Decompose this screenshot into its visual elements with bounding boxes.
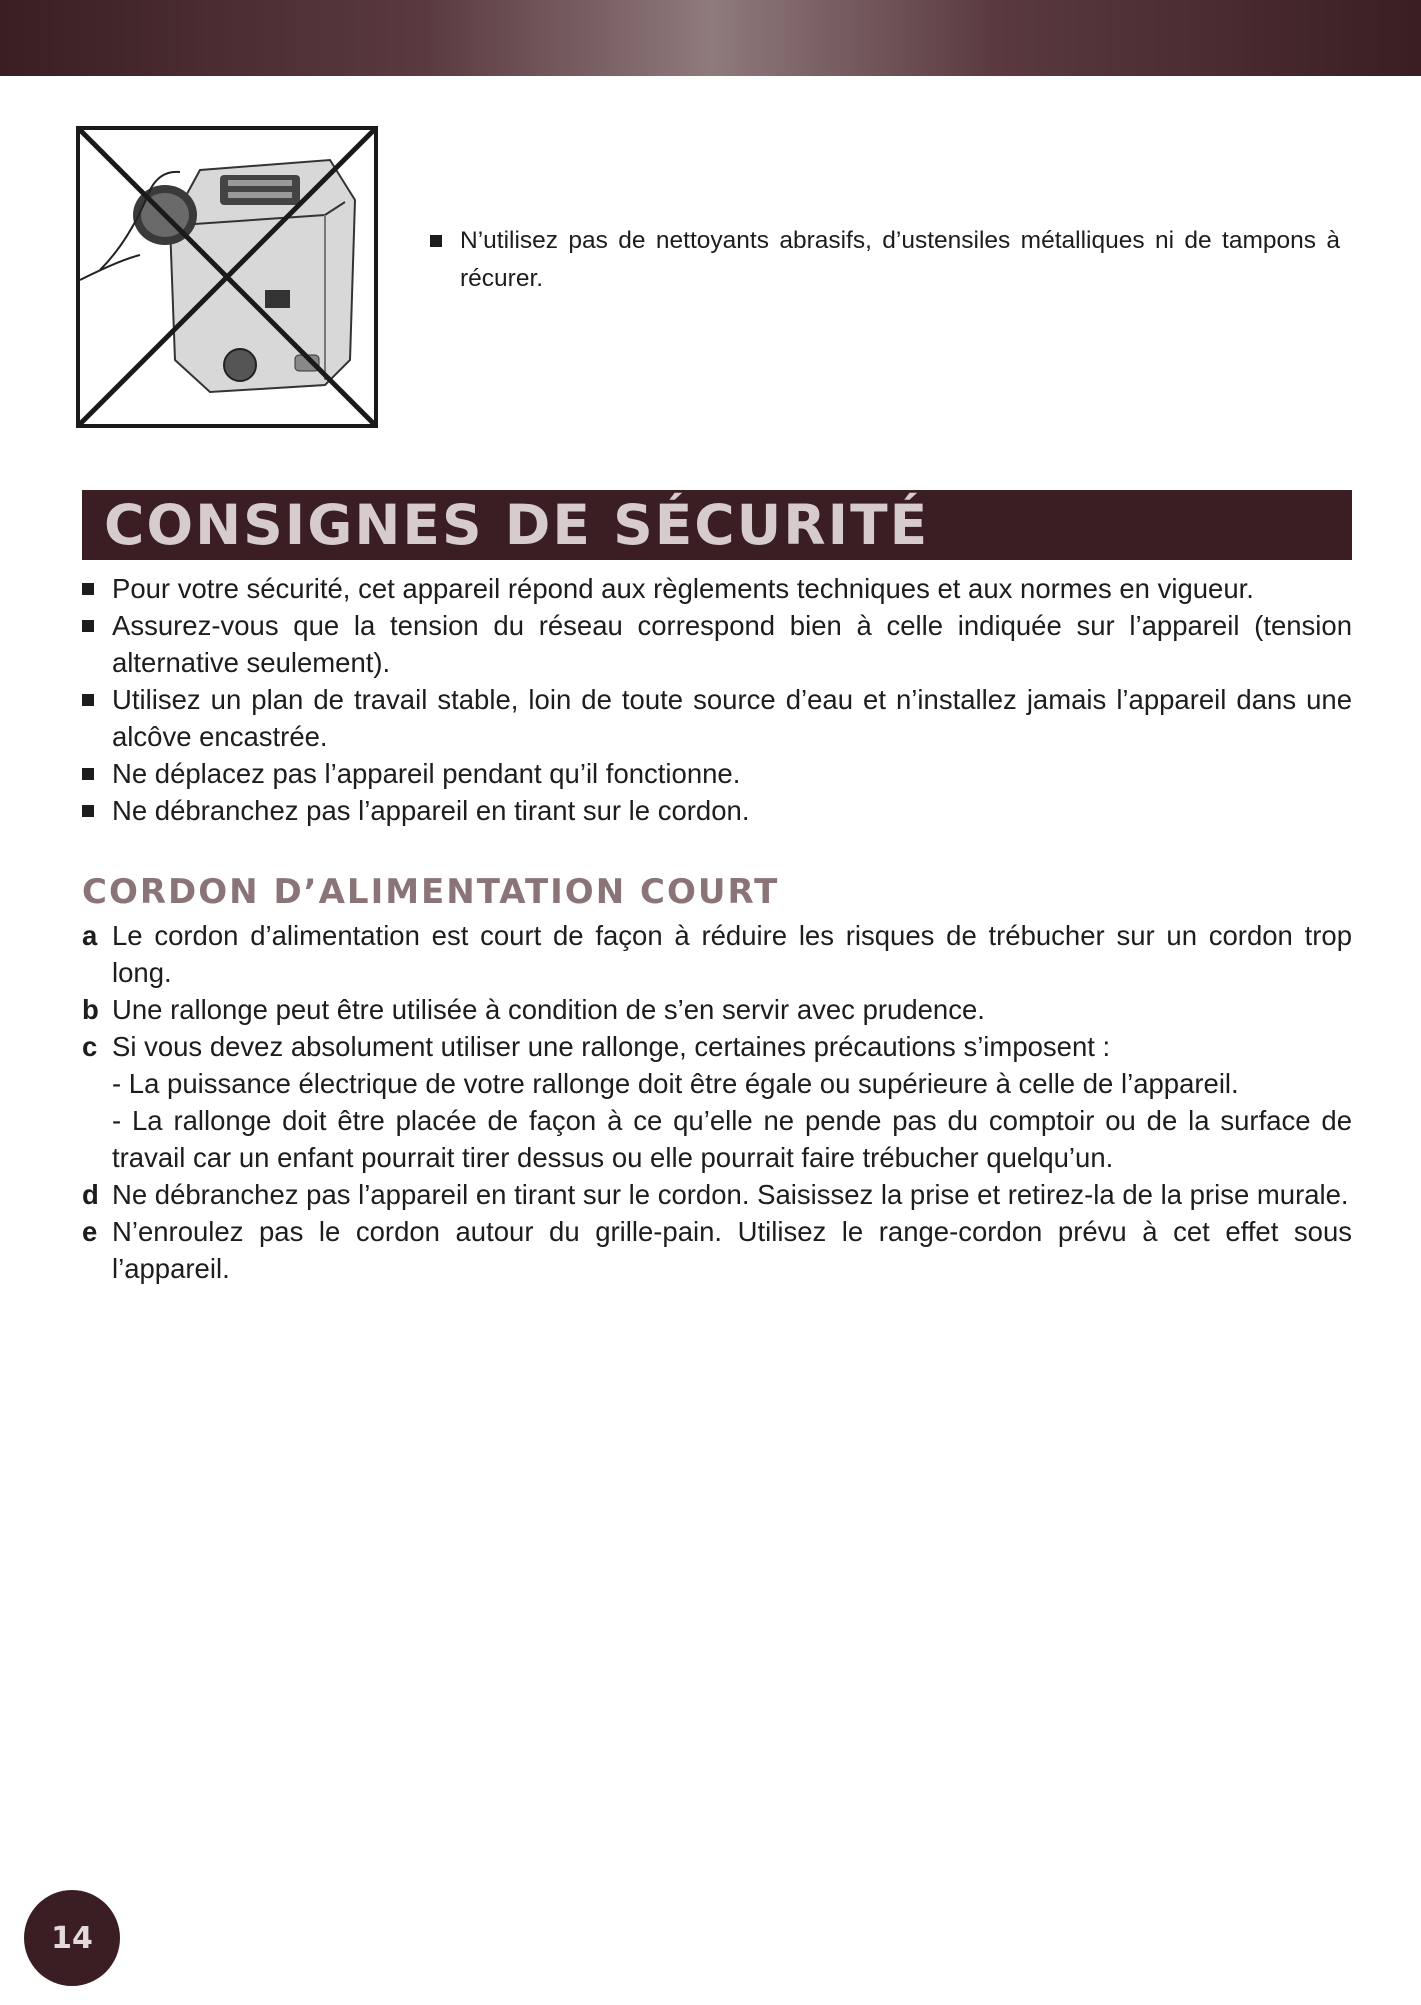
section-title: CONSIGNES DE SÉCURITÉ — [104, 493, 930, 557]
sub-item-text: - La rallonge doit être placée de façon à ce qu’elle ne pende pas du comptoir ou de la surface de travail car un enfant pourrait tirer dessus ou elle pourrait faire trébucher quelqu’un. — [112, 1105, 1352, 1173]
list-item-text: Le cordon d’alimentation est court de façon à réduire les risques de trébucher sur un cordon trop long. — [112, 920, 1352, 988]
bullet-icon — [82, 620, 94, 632]
list-item — [82, 681, 1352, 755]
cord-section-title: CORDON D’ALIMENTATION COURT — [82, 872, 780, 912]
list-item — [82, 792, 1352, 829]
no-abrasive-illustration — [76, 126, 378, 428]
list-item-text: Ne déplacez pas l’appareil pendant qu’il fonctionne. — [112, 758, 741, 789]
list-item — [82, 607, 1352, 681]
sub-item-text: - La puissance électrique de votre rallonge doit être égale ou supérieure à celle de l’appareil. — [112, 1068, 1239, 1099]
header-bar — [0, 0, 1421, 76]
bullet-icon — [82, 768, 94, 780]
warning-item — [430, 222, 1340, 298]
list-item — [82, 917, 1352, 991]
bullet-icon — [82, 694, 94, 706]
list-item — [82, 1176, 1352, 1213]
item-letter: e — [82, 1216, 98, 1247]
list-item-text: N’enroulez pas le cordon autour du grille-pain. Utilisez le range-cordon prévu à cet effet sous l’appareil. — [112, 1216, 1352, 1284]
list-item-text: Ne débranchez pas l’appareil en tirant sur le cordon. — [112, 795, 750, 826]
list-item-text: Assurez-vous que la tension du réseau correspond bien à celle indiquée sur l’appareil (tension alternative seulement). — [112, 610, 1352, 678]
bullet-icon — [430, 235, 442, 247]
list-item-text: Utilisez un plan de travail stable, loin de toute source d’eau et n’installez jamais l’appareil dans une alcôve encastrée. — [112, 684, 1352, 752]
list-item-text: Ne débranchez pas l’appareil en tirant sur le cordon. Saisissez la prise et retirez-la de la prise murale. — [112, 1179, 1349, 1210]
toaster-crossed-out-icon — [80, 130, 374, 424]
list-item-text: Si vous devez absolument utiliser une rallonge, certaines précautions s’imposent : — [112, 1031, 1111, 1062]
item-letter: d — [82, 1179, 99, 1210]
list-item — [82, 1028, 1352, 1176]
list-item — [82, 755, 1352, 792]
list-item — [82, 991, 1352, 1028]
bullet-icon — [82, 583, 94, 595]
section-title-banner — [82, 490, 1352, 560]
list-item-text: Une rallonge peut être utilisée à condition de s’en servir avec prudence. — [112, 994, 985, 1025]
safety-list — [82, 570, 1352, 829]
list-item — [82, 1213, 1352, 1287]
item-letter: a — [82, 920, 98, 951]
cord-list — [82, 917, 1352, 1287]
warning-text: N’utilisez pas de nettoyants abrasifs, d’ustensiles métalliques ni de tampons à récurer. — [460, 227, 1340, 292]
page-number: 14 — [24, 1890, 120, 1986]
item-letter: c — [82, 1031, 98, 1062]
list-item-text: Pour votre sécurité, cet appareil répond aux règlements techniques et aux normes en vigueur. — [112, 573, 1254, 604]
item-letter: b — [82, 994, 99, 1025]
bullet-icon — [82, 805, 94, 817]
list-item — [82, 570, 1352, 607]
